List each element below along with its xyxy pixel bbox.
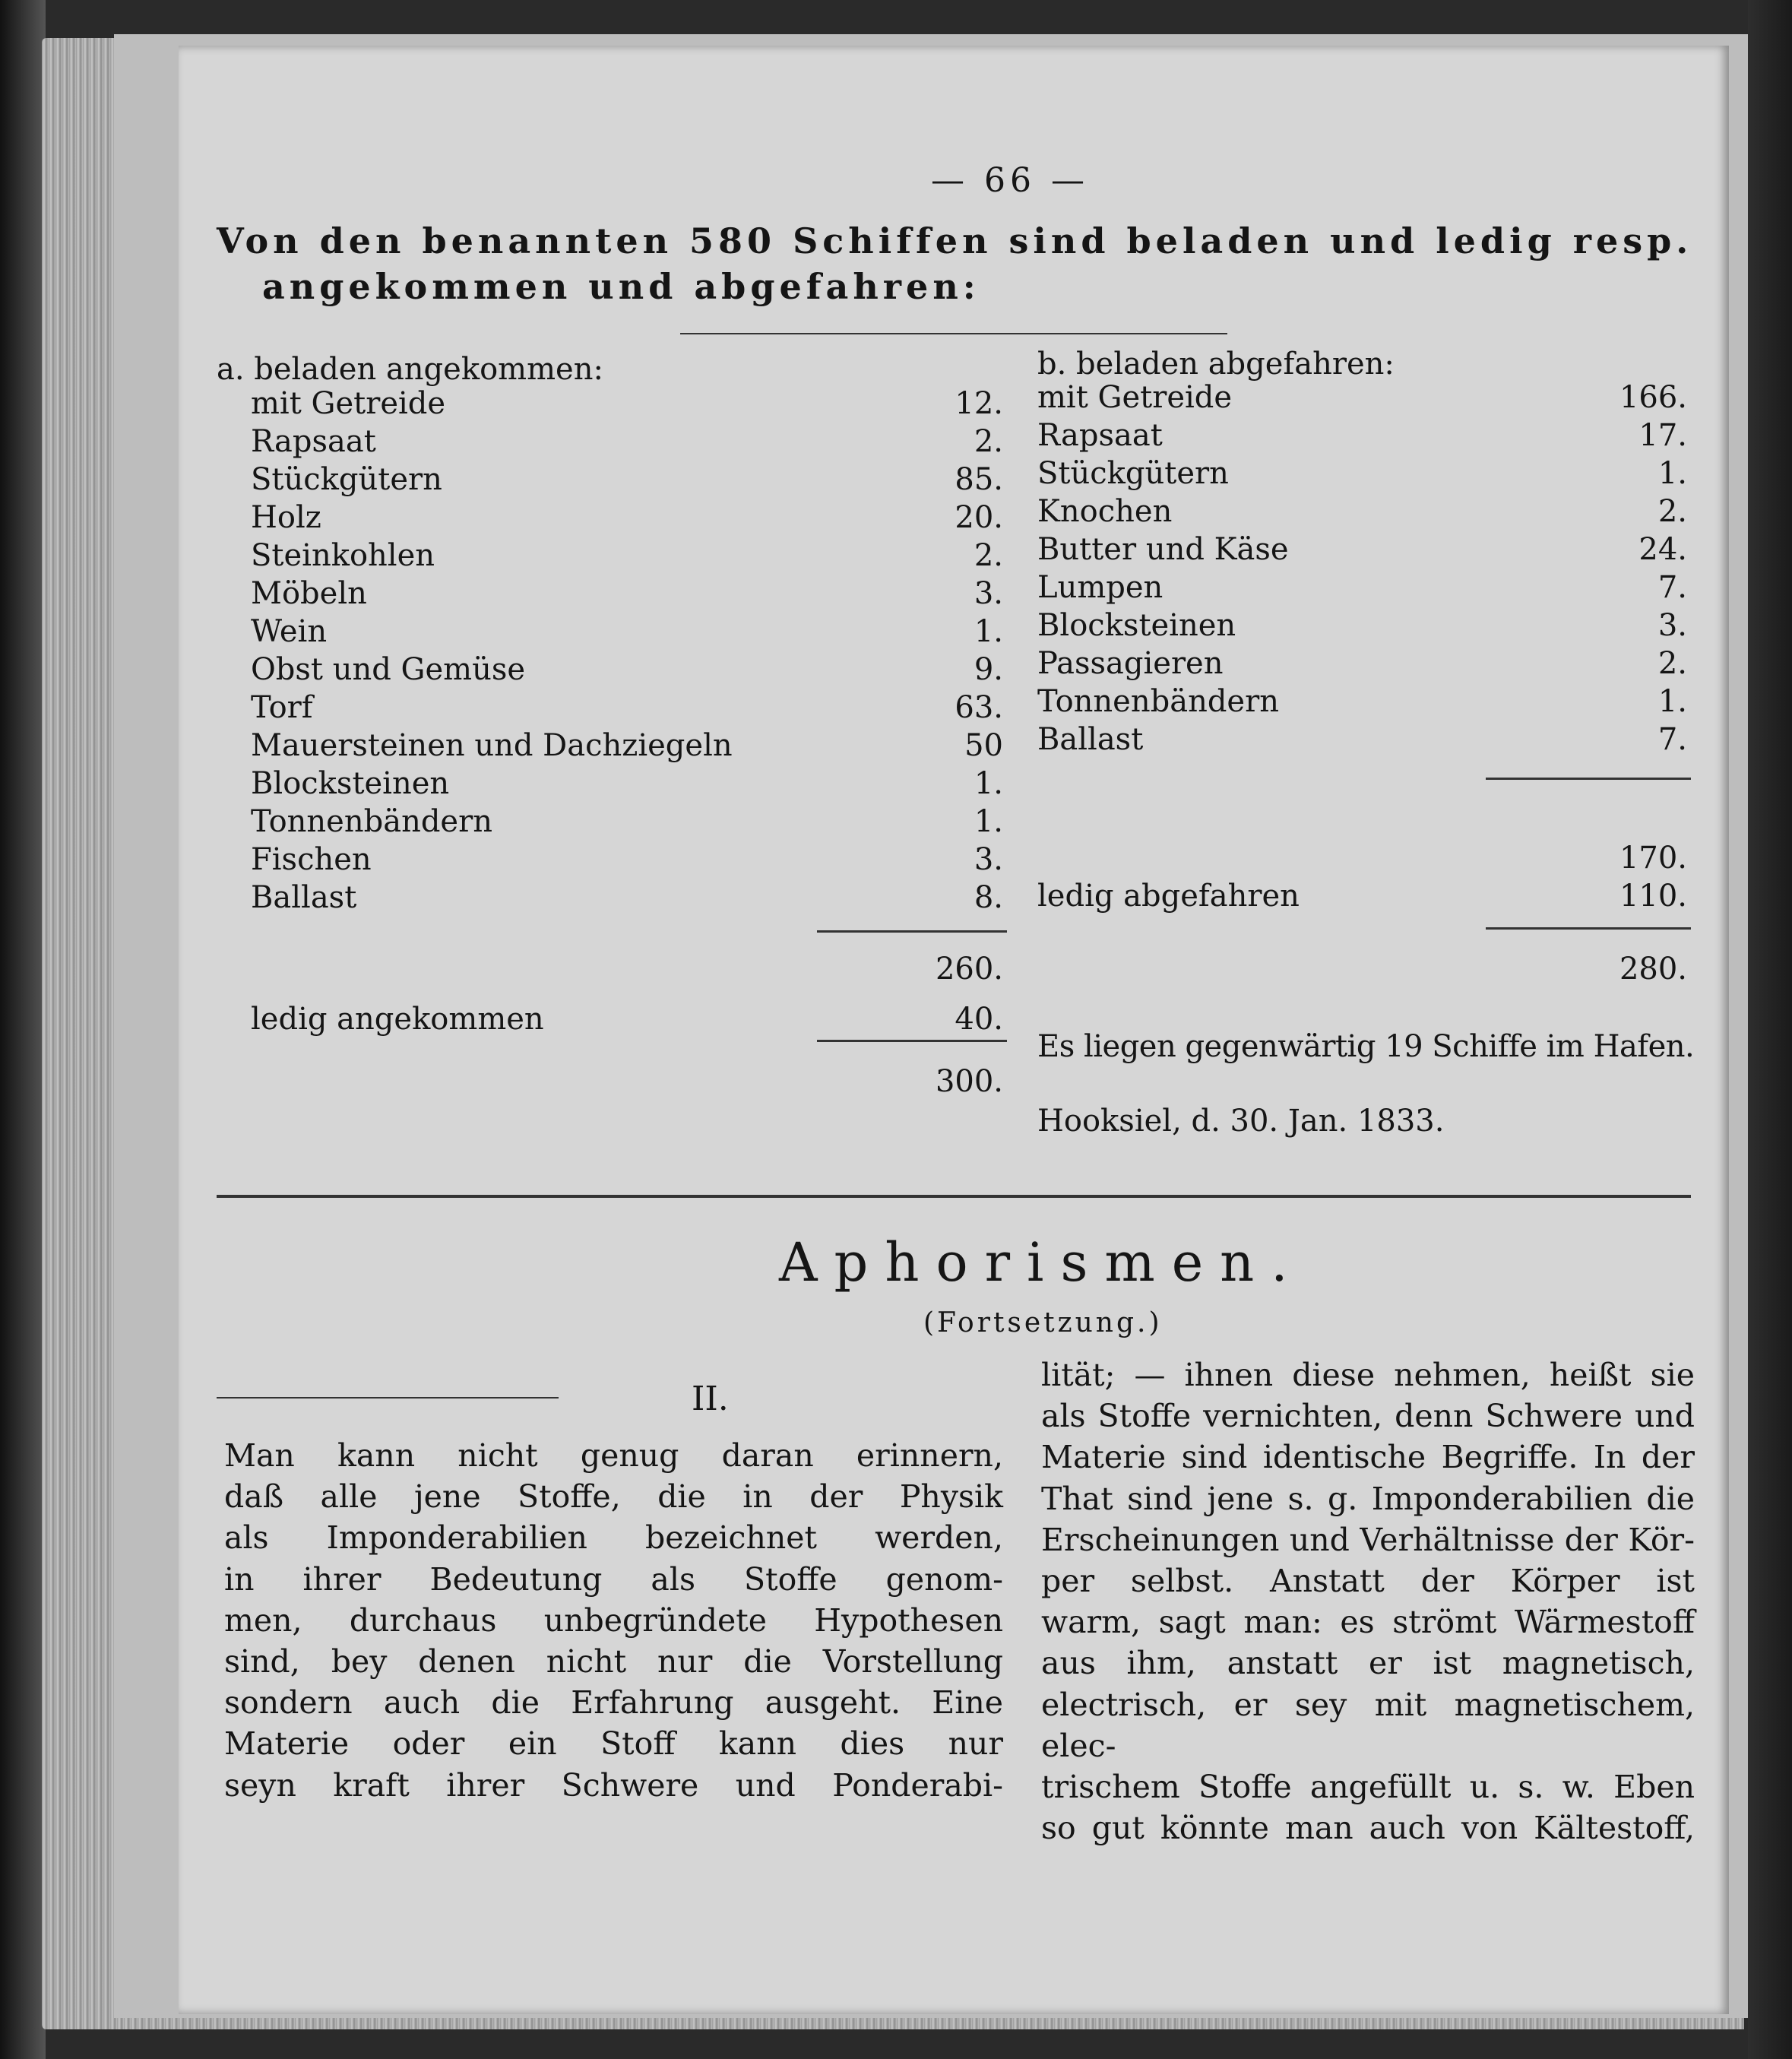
- article-column-right: [1041, 1354, 1695, 1848]
- item-label: Lumpen: [1037, 570, 1164, 605]
- article-column-left: [224, 1435, 1003, 1806]
- item-label: mit Getreide: [251, 386, 446, 421]
- numeral-rule: [217, 1397, 559, 1399]
- ledig-abgefahren-value: 110.: [1619, 879, 1687, 914]
- list-item: [1037, 456, 1229, 491]
- list-item: [251, 804, 492, 839]
- item-label: Blocksteinen: [251, 766, 450, 801]
- subtotal-a: 260.: [935, 952, 1003, 987]
- item-label: Torf: [251, 690, 313, 725]
- item-label: Ballast: [251, 880, 357, 915]
- article-title: Aphorismen.: [779, 1231, 1305, 1294]
- total-a: 300.: [935, 1064, 1003, 1099]
- text-line: aus ihm, anstatt er ist magnetisch,: [1041, 1645, 1695, 1682]
- section-a-title: a. beladen angekommen:: [217, 352, 603, 387]
- list-item-value: 63.: [955, 690, 1003, 725]
- section-divider: [217, 1195, 1691, 1198]
- list-item: [1037, 722, 1143, 757]
- item-label: Butter und Käse: [1037, 532, 1289, 567]
- list-item: [1037, 418, 1163, 453]
- text-line: Materie sind identische Begriffe. In der: [1041, 1439, 1695, 1476]
- scan-edge-left: [0, 0, 46, 2059]
- section-numeral: II.: [692, 1380, 729, 1418]
- item-label: Wein: [251, 614, 328, 649]
- item-label: Ballast: [1037, 722, 1144, 757]
- list-item-value: 8.: [974, 880, 1003, 915]
- list-item: [251, 424, 376, 459]
- text-line: warm, sagt man: es strömt Wärmestoff: [1041, 1604, 1695, 1641]
- list-item-value: 3.: [974, 576, 1003, 611]
- list-item-value: 1.: [1657, 684, 1687, 719]
- list-item-value: 1.: [974, 766, 1003, 801]
- item-label: Passagieren: [1037, 646, 1224, 681]
- total-b: 280.: [1619, 952, 1687, 987]
- list-item: [1037, 684, 1279, 719]
- list-item-value: 2.: [974, 424, 1003, 459]
- list-item-value: 85.: [955, 462, 1003, 497]
- sum-rule-b-2: [1486, 927, 1691, 930]
- list-item-value: 50: [964, 728, 1003, 763]
- list-item: [251, 500, 321, 535]
- text-line: seyn kraft ihrer Schwere und Ponderabi-: [224, 1766, 1003, 1804]
- text-line: sind, bey denen nicht nur die Vorstellung: [224, 1643, 1003, 1680]
- list-item: [1037, 532, 1289, 567]
- list-item-value: 1.: [974, 614, 1003, 649]
- list-item: [1037, 608, 1236, 643]
- text-line: lität; — ihnen diese nehmen, heißt sie: [1041, 1357, 1695, 1393]
- list-item: [251, 538, 435, 573]
- list-item-value: 3.: [974, 842, 1003, 877]
- list-item: [251, 690, 313, 725]
- item-label: Holz: [251, 500, 321, 535]
- text-line: sondern auch die Erfahrung ausgeht. Eine: [224, 1684, 1003, 1722]
- item-label: Fischen: [251, 842, 372, 877]
- list-item: [1037, 380, 1232, 415]
- list-item-value: 166.: [1619, 380, 1687, 415]
- text-line: als Stoffe vernichten, denn Schwere und: [1041, 1398, 1695, 1435]
- ledig-abgefahren-label: ledig abgefahren: [1037, 879, 1300, 914]
- text-line: so gut könnte man auch von Kältestoff,: [1041, 1810, 1695, 1847]
- list-item-value: 2.: [974, 538, 1003, 573]
- sum-rule-b-1: [1486, 778, 1691, 780]
- text-line: Materie oder ein Stoff kann dies nur: [224, 1725, 1003, 1763]
- list-item-value: 17.: [1638, 418, 1687, 453]
- text-line: That sind jene s. g. Imponderabilien die: [1041, 1480, 1695, 1517]
- ledig-angekommen-value: 40.: [955, 1002, 1003, 1037]
- list-item: [1037, 494, 1172, 529]
- item-label: Stückgütern: [251, 462, 442, 497]
- text-line: Erscheinungen und Verhältnisse der Kör-: [1041, 1521, 1695, 1558]
- heading-line-1: Von den benannten 580 Schiffen sind beladen und ledig resp.: [217, 220, 1693, 261]
- list-item: [1037, 646, 1224, 681]
- list-item: [251, 728, 733, 763]
- item-label: mit Getreide: [1037, 380, 1233, 415]
- list-item-value: 1.: [1657, 456, 1687, 491]
- list-item-value: 2.: [1657, 646, 1687, 681]
- heading-rule: [680, 333, 1227, 334]
- list-item-value: 3.: [1657, 608, 1687, 643]
- section-b-title: b. beladen abgefahren:: [1037, 347, 1395, 382]
- text-line: Man kann nicht genug daran erinnern,: [224, 1437, 1003, 1474]
- list-item: [251, 614, 327, 649]
- list-item-value: 12.: [955, 386, 1003, 421]
- list-item: [1037, 570, 1163, 605]
- article-subtitle: (Fortsetzung.): [923, 1307, 1163, 1338]
- list-item-value: 2.: [1657, 494, 1687, 529]
- list-item: [251, 462, 442, 497]
- item-label: Rapsaat: [251, 424, 376, 459]
- item-label: Obst und Gemüse: [251, 652, 526, 687]
- list-item: [251, 842, 372, 877]
- item-label: Tonnenbändern: [251, 804, 492, 839]
- item-label: Steinkohlen: [251, 538, 435, 573]
- text-line: als Imponderabilien bezeichnet werden,: [224, 1519, 1003, 1557]
- heading-line-2: angekommen und abgefahren:: [262, 266, 980, 307]
- text-line: men, durchaus unbegründete Hypothesen: [224, 1601, 1003, 1639]
- ledig-angekommen-label: ledig angekommen: [251, 1002, 544, 1037]
- sum-rule-a-1: [817, 930, 1007, 933]
- list-item-value: 7.: [1657, 722, 1687, 757]
- scan-edge-right: [1748, 0, 1792, 2059]
- item-label: Knochen: [1037, 494, 1173, 529]
- book-page: [179, 46, 1729, 2014]
- text-line: trischem Stoffe angefüllt u. s. w. Eben: [1041, 1769, 1695, 1806]
- sum-rule-a-2: [817, 1040, 1007, 1042]
- list-item-value: 9.: [974, 652, 1003, 687]
- text-line: electrisch, er sey mit magnetischem, elec-: [1041, 1686, 1695, 1764]
- item-label: Möbeln: [251, 576, 367, 611]
- text-line: daß alle jene Stoffe, die in der Physik: [224, 1478, 1003, 1516]
- list-item: [251, 576, 367, 611]
- subtotal-b: 170.: [1619, 841, 1687, 876]
- item-label: Mauersteinen und Dachziegeln: [251, 728, 733, 763]
- item-label: Rapsaat: [1037, 418, 1163, 453]
- list-item-value: 1.: [974, 804, 1003, 839]
- list-item: [251, 880, 356, 915]
- dateline: Hooksiel, d. 30. Jan. 1833.: [1037, 1104, 1445, 1139]
- list-item: [251, 386, 445, 421]
- text-line: per selbst. Anstatt der Körper ist: [1041, 1563, 1695, 1600]
- harbor-note: Es liegen gegenwärtig 19 Schiffe im Hafen.: [1037, 1029, 1695, 1064]
- list-item: [251, 766, 449, 801]
- item-label: Blocksteinen: [1037, 608, 1236, 643]
- text-line: in ihrer Bedeutung als Stoffe genom-: [224, 1560, 1003, 1598]
- page-number: — 66 —: [931, 161, 1089, 200]
- list-item-value: 24.: [1638, 532, 1687, 567]
- item-label: Stückgütern: [1037, 456, 1229, 491]
- list-item-value: 20.: [955, 500, 1003, 535]
- item-label: Tonnenbändern: [1037, 684, 1279, 719]
- list-item: [251, 652, 525, 687]
- list-item-value: 7.: [1657, 570, 1687, 605]
